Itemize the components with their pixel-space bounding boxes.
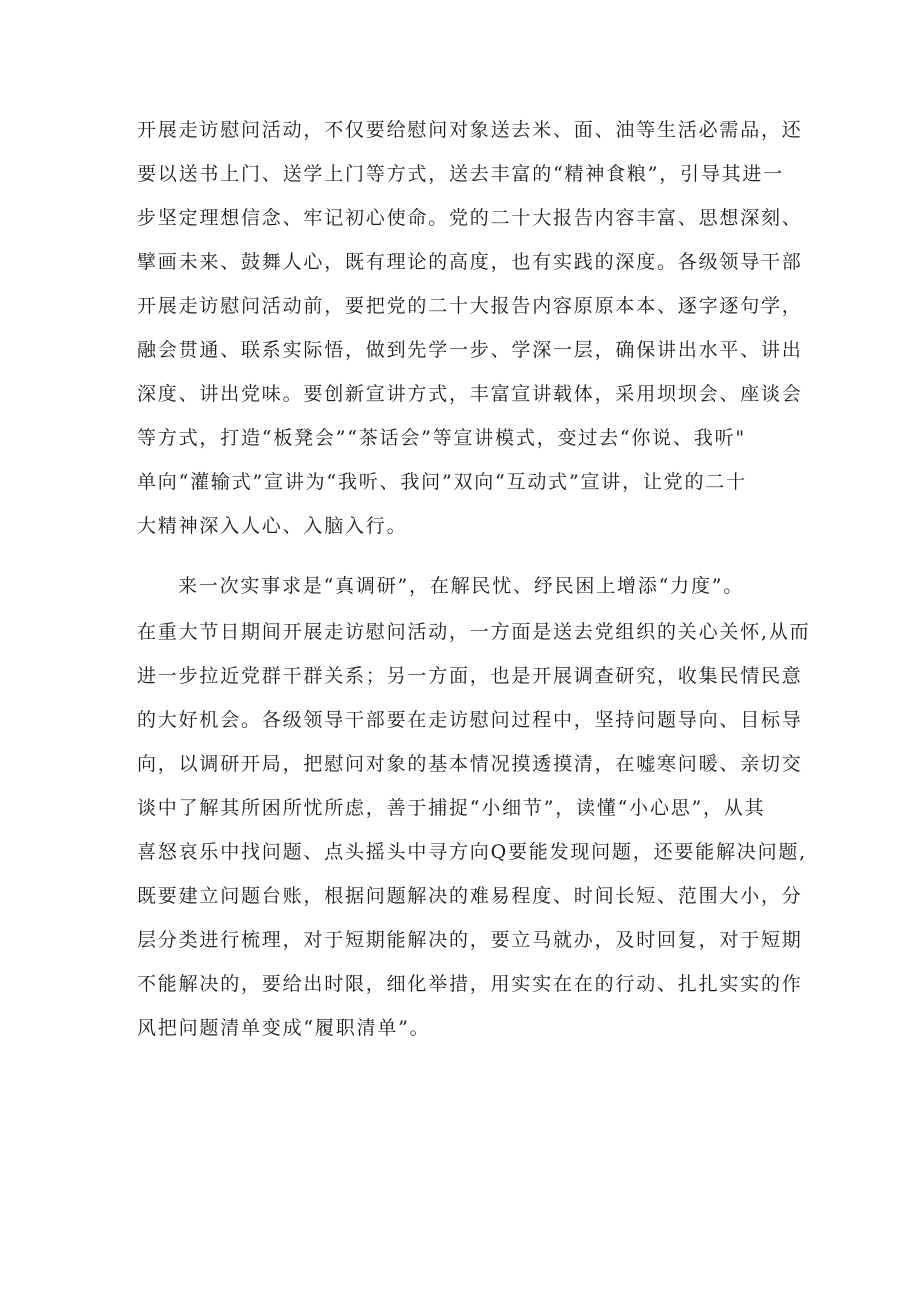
paragraph-2-line-11: 风把问题清单变成“履职清单”。 — [137, 1017, 431, 1039]
paragraph-1-line-1: 开展走访慰问活动，不仅要给慰问对象送去米、面、油等生活必需品，还 — [137, 119, 803, 141]
paragraph-1-line-4: 擘画未来、鼓舞人心，既有理论的高度，也有实践的深度。各级领导干部 — [137, 251, 803, 273]
paragraph-1-line-10: 大精神深入人心、入脑入行。 — [137, 515, 408, 537]
paragraph-2-line-7: 喜怒哀乐中找问题、点头摇头中寻方向Q要能发现问题，还要能解决问题, — [137, 841, 808, 863]
paragraph-2-line-5: 向，以调研开局，把慰问对象的基本情况摸透摸清，在嘘寒问暖、亲切交 — [137, 753, 803, 775]
paragraph-1-line-2: 要以送书上门、送学上门等方式，送去丰富的“精神食粮”，引导其进一 — [137, 163, 785, 185]
paragraph-2-line-9: 层分类进行梳理，对于短期能解决的，要立马就办，及时回复，对于短期 — [137, 929, 803, 951]
paragraph-1-line-6: 融会贯通、联系实际悟，做到先学一步、学深一层，确保讲出水平、讲出 — [137, 339, 803, 361]
paragraph-1-line-8: 等方式，打造“板凳会”“茶话会”等宣讲模式，变过去“你说、我听" — [137, 427, 746, 449]
paragraph-2-line-8: 既要建立问题台账，根据问题解决的难易程度、时间长短、范围大小，分 — [137, 885, 803, 907]
paragraph-1-line-3: 步坚定理想信念、牢记初心使命。党的二十大报告内容丰富、思想深刻、 — [137, 207, 803, 229]
paragraph-2-line-6: 谈中了解其所困所忧所虑，善于捕捉“小细节”，读懂“小心思”，从其 — [137, 797, 766, 819]
paragraph-2-line-3: 进一步拉近党群干群关系；另一方面，也是开展调查研究，收集民情民意 — [137, 665, 803, 687]
paragraph-1-line-9: 单向“灌输式”宣讲为“我听、我问”双向“互动式”宣讲，让党的二十 — [137, 471, 747, 493]
paragraph-1-line-7: 深度、讲出党味。要创新宣讲方式，丰富宣讲载体，采用坝坝会、座谈会 — [137, 383, 803, 405]
paragraph-2-line-4: 的大好机会。各级领导干部要在走访慰问过程中，坚持问题导向、目标导 — [137, 709, 803, 731]
paragraph-1-line-5: 开展走访慰问活动前，要把党的二十大报告内容原原本本、逐字逐句学， — [137, 295, 803, 317]
paragraph-2-line-1: 来一次实事求是“真调研”，在解民忧、纾民困上增添“力度”。 — [178, 575, 745, 597]
paragraph-2-line-2: 在重大节日期间开展走访慰问活动，一方面是送去党组织的关心关怀,从而 — [137, 621, 811, 643]
paragraph-2-line-10: 不能解决的，要给出时限，细化举措，用实实在在的行动、扎扎实实的作 — [137, 973, 803, 995]
